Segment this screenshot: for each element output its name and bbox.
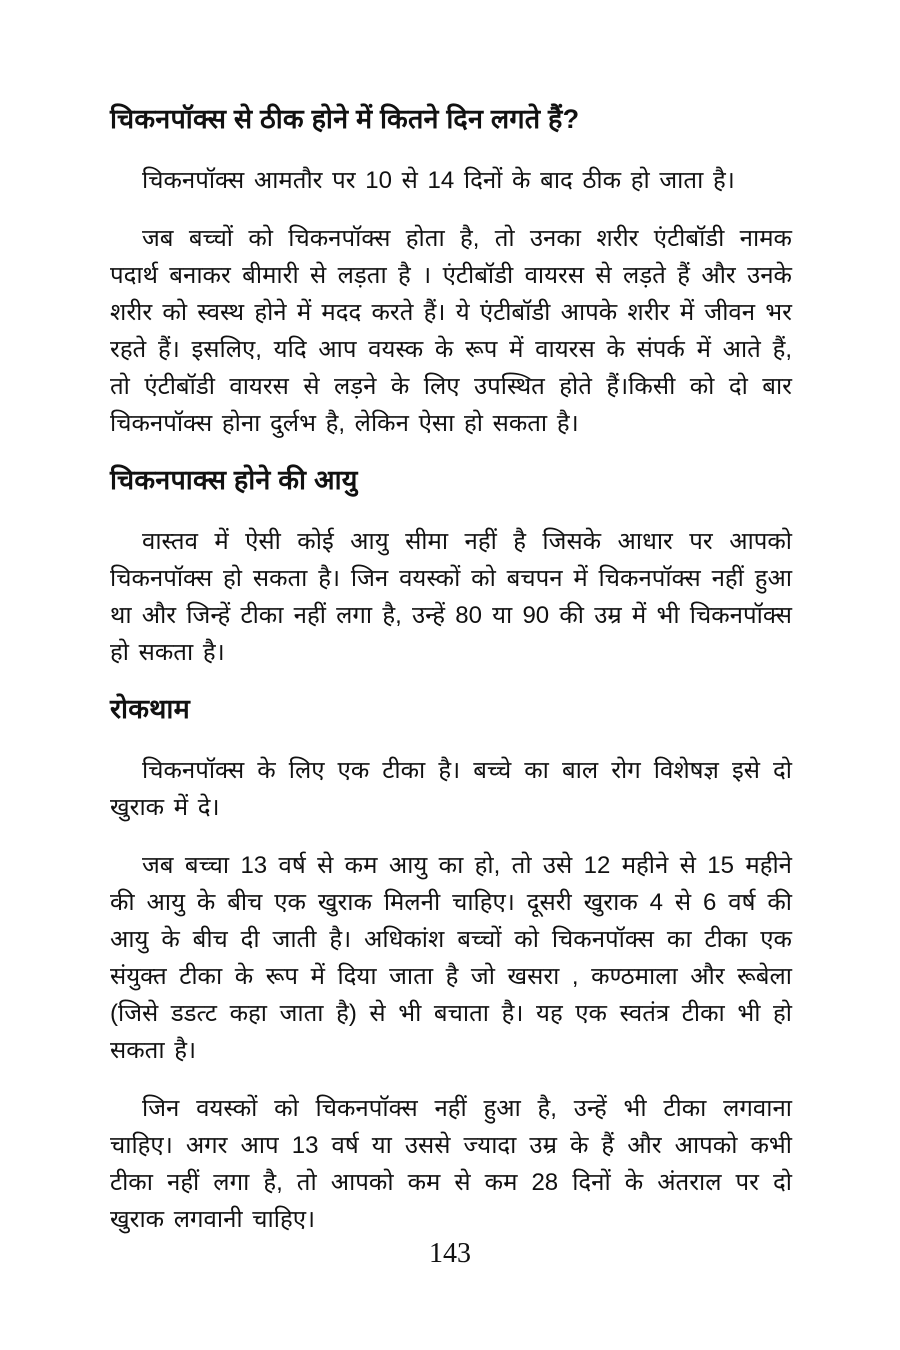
section-prevention bbox=[110, 692, 792, 1238]
section-heading-age: चिकनपाक्स होने की आयु bbox=[110, 465, 358, 495]
paragraph-no-age-limit: वास्तव में ऐसी कोई आयु सीमा नहीं है जिसके आधार पर आपको चिकनपॉक्स हो सकता है। जिन वयस्कों को बचपन में चिकनपॉक्स नहीं हुआ था और जिन्हें टीका नहीं लगा है, उन्हें 80 या 90 की उम्र में भी चिकनपॉक्स हो सकता है। bbox=[110, 528, 792, 666]
paragraph-vaccine-two-doses: चिकनपॉक्स के लिए एक टीका है। बच्चे का बाल रोग विशेषज्ञ इसे दो खुराक में दे। bbox=[110, 757, 792, 821]
paragraph-dose-schedule-children: जब बच्चा 13 वर्ष से कम आयु का हो, तो उसे 12 महीने से 15 महीने की आयु के बीच एक खुराक मिलनी चाहिए। दूसरी खुराक 4 से 6 वर्ष की आयु के बीच दी जाती है। अधिकांश बच्चों को चिकनपॉक्स का टीका एक संयुक्त टीका के रूप में दिया जाता है जो खसरा , कण्ठमाला और रूबेला (जिसे डडत्ट कहा जाता है) से भी बचाता है। यह एक स्वतंत्र टीका भी हो सकता है। bbox=[110, 852, 792, 1064]
page-number: 143 bbox=[429, 1238, 471, 1269]
section-heading-prevention: रोकथाम bbox=[110, 694, 190, 724]
paragraph-recovery-time: चिकनपॉक्स आमतौर पर 10 से 14 दिनों के बाद ठीक हो जाता है। bbox=[142, 167, 735, 194]
section-heading-recovery-days: चिकनपॉक्स से ठीक होने में कितने दिन लगते हैं? bbox=[110, 104, 580, 134]
page-content bbox=[110, 102, 792, 1259]
section-age-of-occurrence bbox=[110, 463, 792, 671]
paragraph-antibodies: जब बच्चों को चिकनपॉक्स होता है, तो उनका शरीर एंटीबॉडी नामक पदार्थ बनाकर बीमारी से लड़ता है । एंटीबॉडी वायरस से लड़ते हैं और उनके शरीर को स्वस्थ होने में मदद करते हैं। ये एंटीबॉडी आपके शरीर में जीवन भर रहते हैं। इसलिए, यदि आप वयस्क के रूप में वायरस के संपर्क में आते हैं, तो एंटीबॉडी वायरस से लड़ने के लिए उपस्थित होते हैं।किसी को दो बार चिकनपॉक्स होना दुर्लभ है, लेकिन ऐसा हो सकता है। bbox=[110, 225, 792, 437]
section-recovery-days bbox=[110, 102, 792, 442]
paragraph-adult-vaccination: जिन वयस्कों को चिकनपॉक्स नहीं हुआ है, उन्हें भी टीका लगवाना चाहिए। अगर आप 13 वर्ष या उससे ज्यादा उम्र के हैं और आपको कभी टीका नहीं लगा है, तो आपको कम से कम 28 दिनों के अंतराल पर दो खुराक लगवानी चाहिए। bbox=[110, 1095, 792, 1233]
